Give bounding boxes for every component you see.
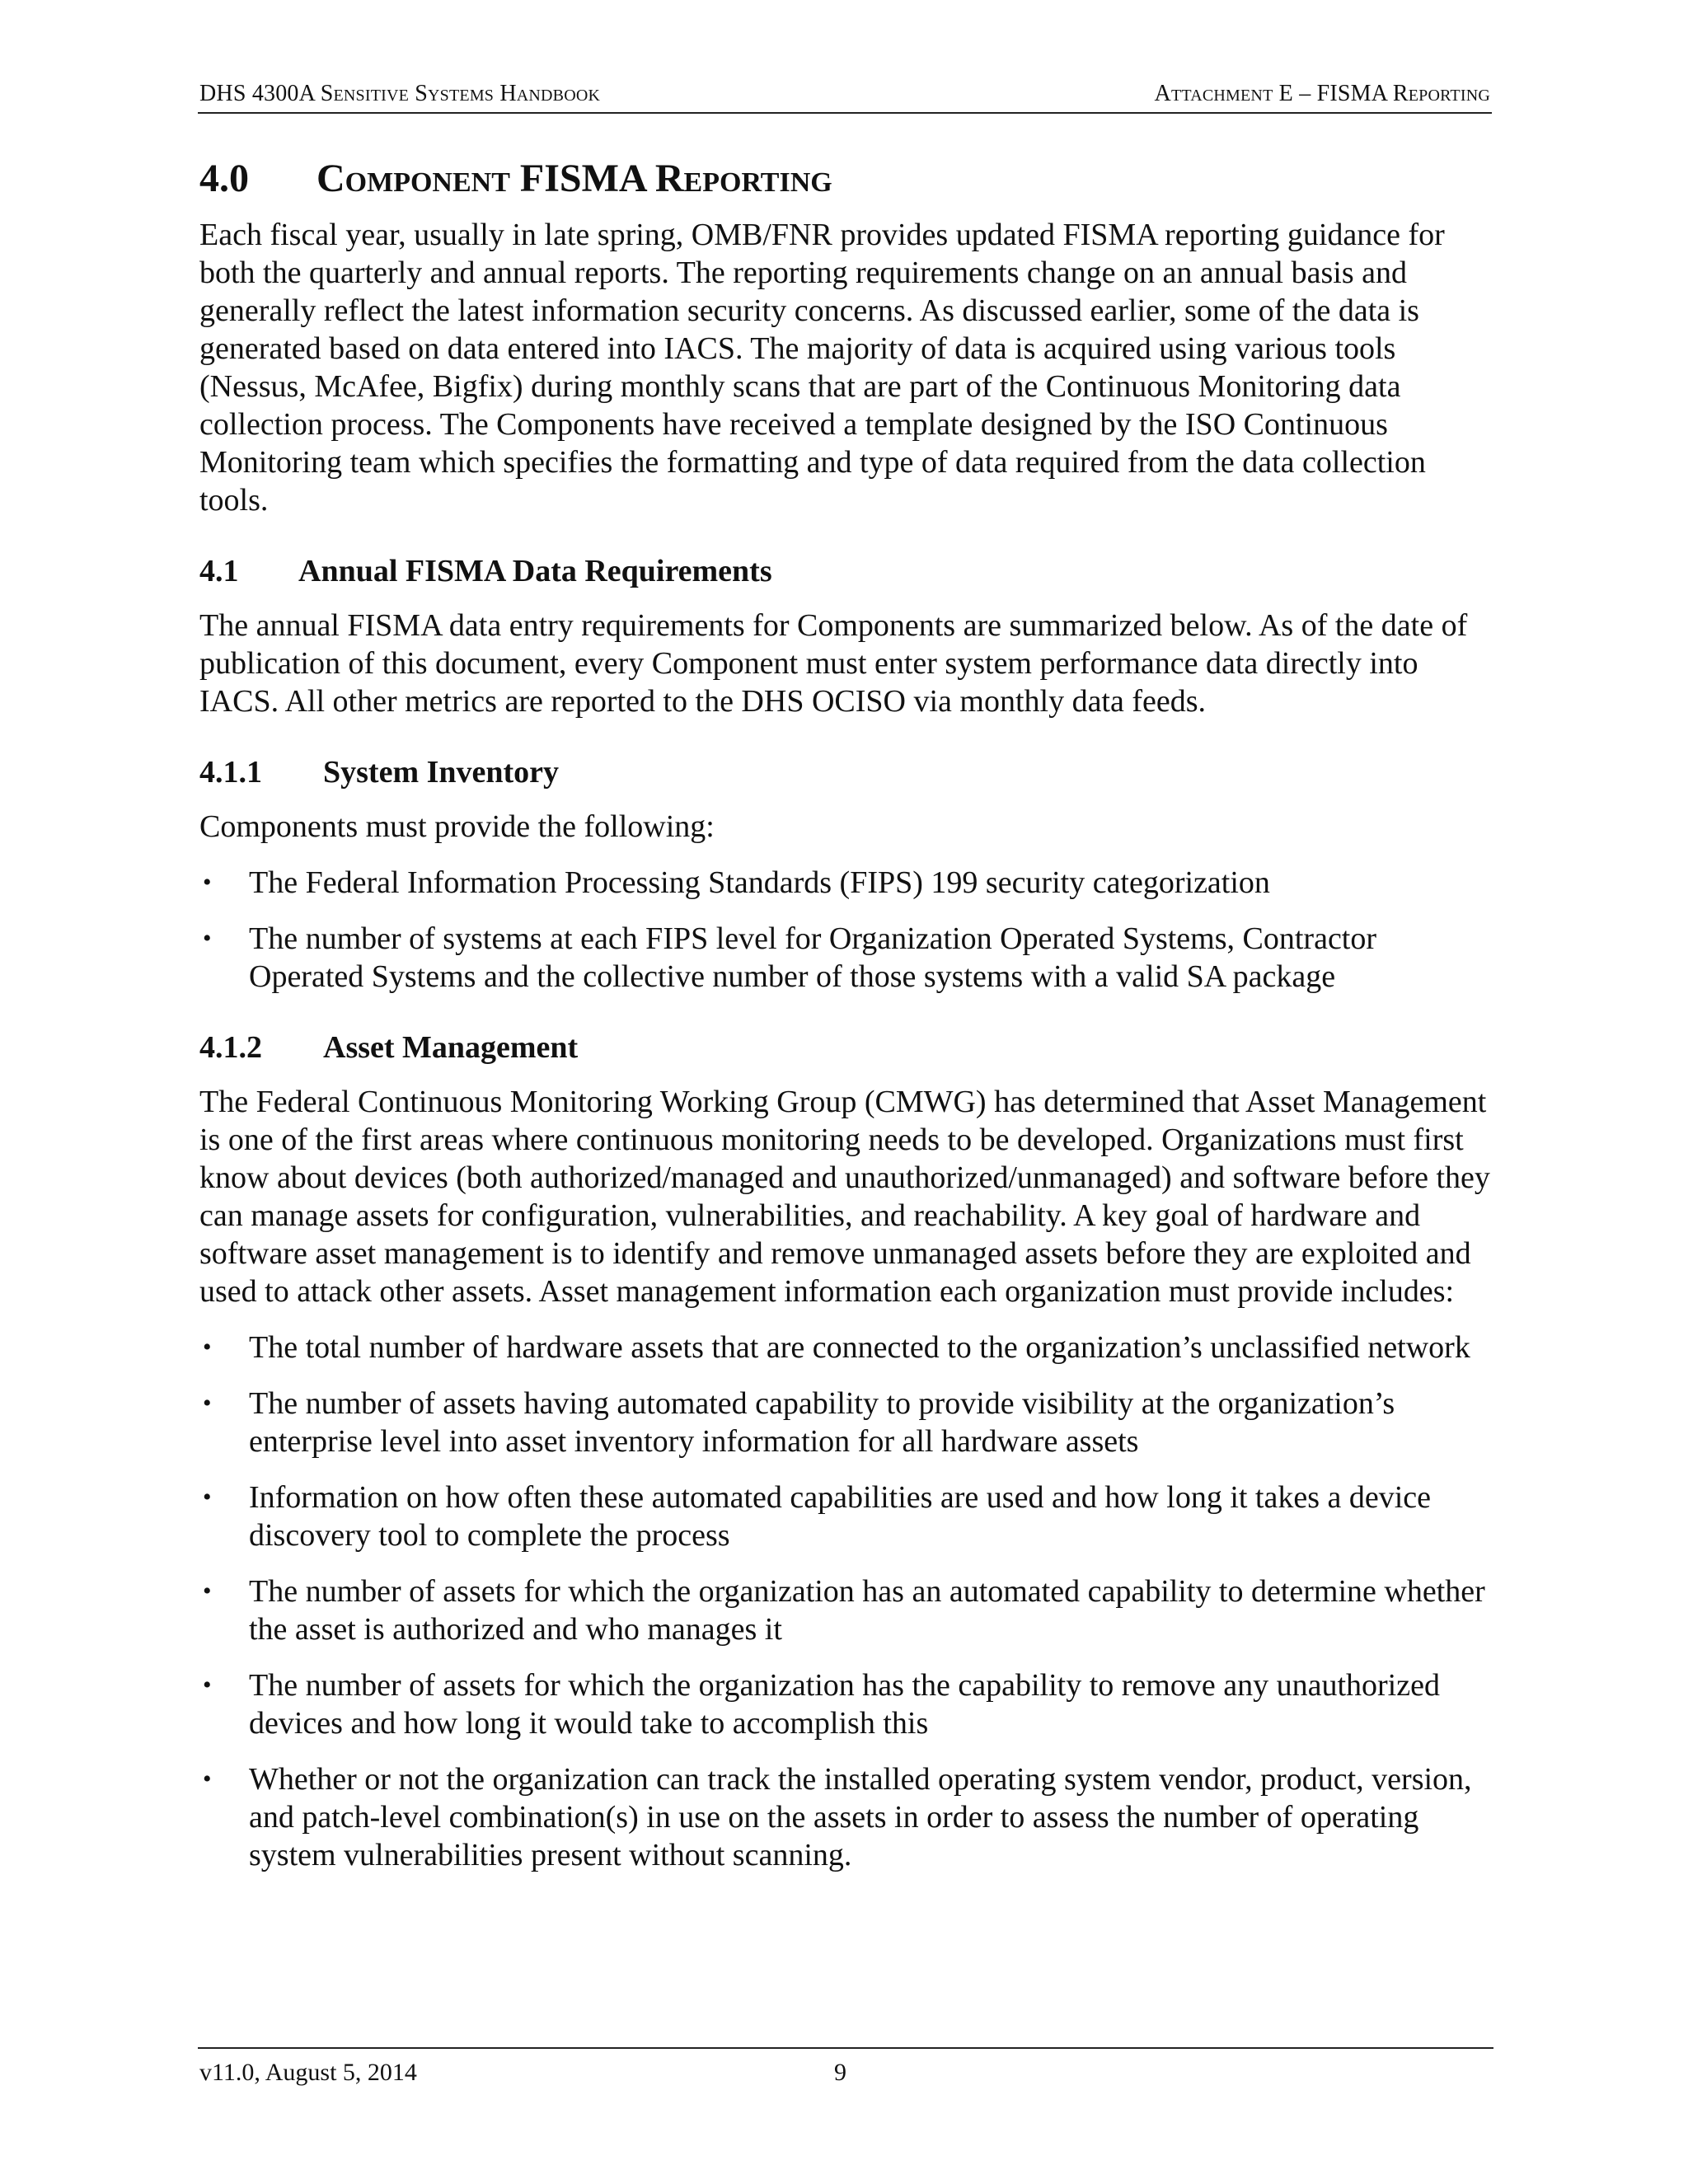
list-item-text: The Federal Information Processing Standards (FIPS) 199 security categorization [249,865,1270,900]
bullet-icon: • [203,1390,212,1417]
list-item-text: The number of assets for which the organization has the capability to remove any unauthorized devices and how long it would take to accomplish this [249,1668,1440,1741]
list-item [199,920,1493,996]
header-attachment-title: Attachment E – FISMA Reporting [1154,81,1490,106]
section-4-title: Component FISMA Reporting [316,157,832,200]
section-4-1-number: 4.1 [199,554,239,588]
document-version: v11.0, August 5, 2014 [199,2059,417,2086]
section-4-number: 4.0 [199,157,249,200]
list-item-text: Whether or not the organization can track the installed operating system vendor, product, version, and patch-level combination(s) in use on the assets in order to assess the number of operating system vulnerabilities present without scanning. [249,1762,1472,1872]
section-4-1-1-title: System Inventory [323,755,560,790]
list-item [199,1329,1493,1366]
bullet-icon: • [203,1671,212,1699]
section-4-1-2-paragraph: The Federal Continuous Monitoring Working Group (CMWG) has determined that Asset Management is one of the first areas where continuous monitoring needs to be developed. Organizations must first know about devices (both authorized/managed and unauthorized/unmanaged) and software before they can manage assets for configuration, vulnerabilities, and reachability. A key goal of hardware and software asset management is to identify and remove unmanaged assets before they are exploited and used to attack other assets. Asset management information each organization must provide includes: [199,1085,1490,1309]
list-item-text: The total number of hardware assets that are connected to the organization’s unclassified network [249,1330,1470,1365]
section-4-1-1-intro: Components must provide the following: [199,809,715,844]
list-item [199,864,1493,902]
bullet-icon: • [203,1483,212,1511]
section-4-1-heading [199,552,1493,590]
list-item [199,1385,1493,1460]
list-item [199,1479,1493,1554]
list-item [199,1666,1493,1742]
system-inventory-list [199,864,1493,996]
section-4-1-1-number: 4.1.1 [199,755,262,790]
header-document-title: DHS 4300A Sensitive Systems Handbook [199,81,601,106]
page-footer [198,2047,1493,2085]
bullet-icon: • [203,869,212,896]
section-4-1-2-heading [199,1029,1493,1066]
section-4-paragraph: Each fiscal year, usually in late spring, OMB/FNR provides updated FISMA reporting guidance for both the quarterly and annual reports. The reporting requirements change on an annual basis and generally reflect the latest information security concerns. As discussed earlier, some of the data is generated based on data entered into IACS. The majority of data is acquired using various tools (Nessus, McAfee, Bigfix) during monthly scans that are part of the Continuous Monitoring data collection process. The Components have received a template designed by the ISO Continuous Monitoring team which specifies the formatting and type of data required from the data collection tools. [199,218,1445,518]
section-4-1-paragraph: The annual FISMA data entry requirements for Components are summarized below. As of the date of publication of this document, every Component must enter system performance data directly into IACS. All other metrics are reported to the DHS OCISO via monthly data feeds. [199,608,1468,719]
running-header [198,79,1492,114]
list-item-text: Information on how often these automated capabilities are used and how long it takes a device discovery tool to complete the process [249,1480,1432,1553]
section-4-1-title: Annual FISMA Data Requirements [298,554,772,588]
bullet-icon: • [203,925,212,952]
page-number: 9 [834,2059,846,2086]
list-item-text: The number of assets for which the organization has an automated capability to determine whether the asset is authorized and who manages it [249,1574,1485,1647]
list-item-text: The number of systems at each FIPS level for Organization Operated Systems, Contractor Operated Systems and the collective number of those systems with a valid SA package [249,921,1377,994]
asset-management-list [199,1329,1493,1874]
section-4-heading [199,155,1493,203]
section-4-1-2-number: 4.1.2 [199,1030,262,1065]
section-4-1-2-title: Asset Management [323,1030,579,1065]
bullet-icon: • [203,1577,212,1605]
bullet-icon: • [203,1333,212,1361]
section-4-1-1-heading [199,753,1493,791]
document-body [199,155,1493,1874]
list-item-text: The number of assets having automated capability to provide visibility at the organization’s enterprise level into asset inventory information for all hardware assets [249,1386,1395,1459]
list-item [199,1760,1493,1874]
list-item [199,1572,1493,1648]
bullet-icon: • [203,1765,212,1793]
